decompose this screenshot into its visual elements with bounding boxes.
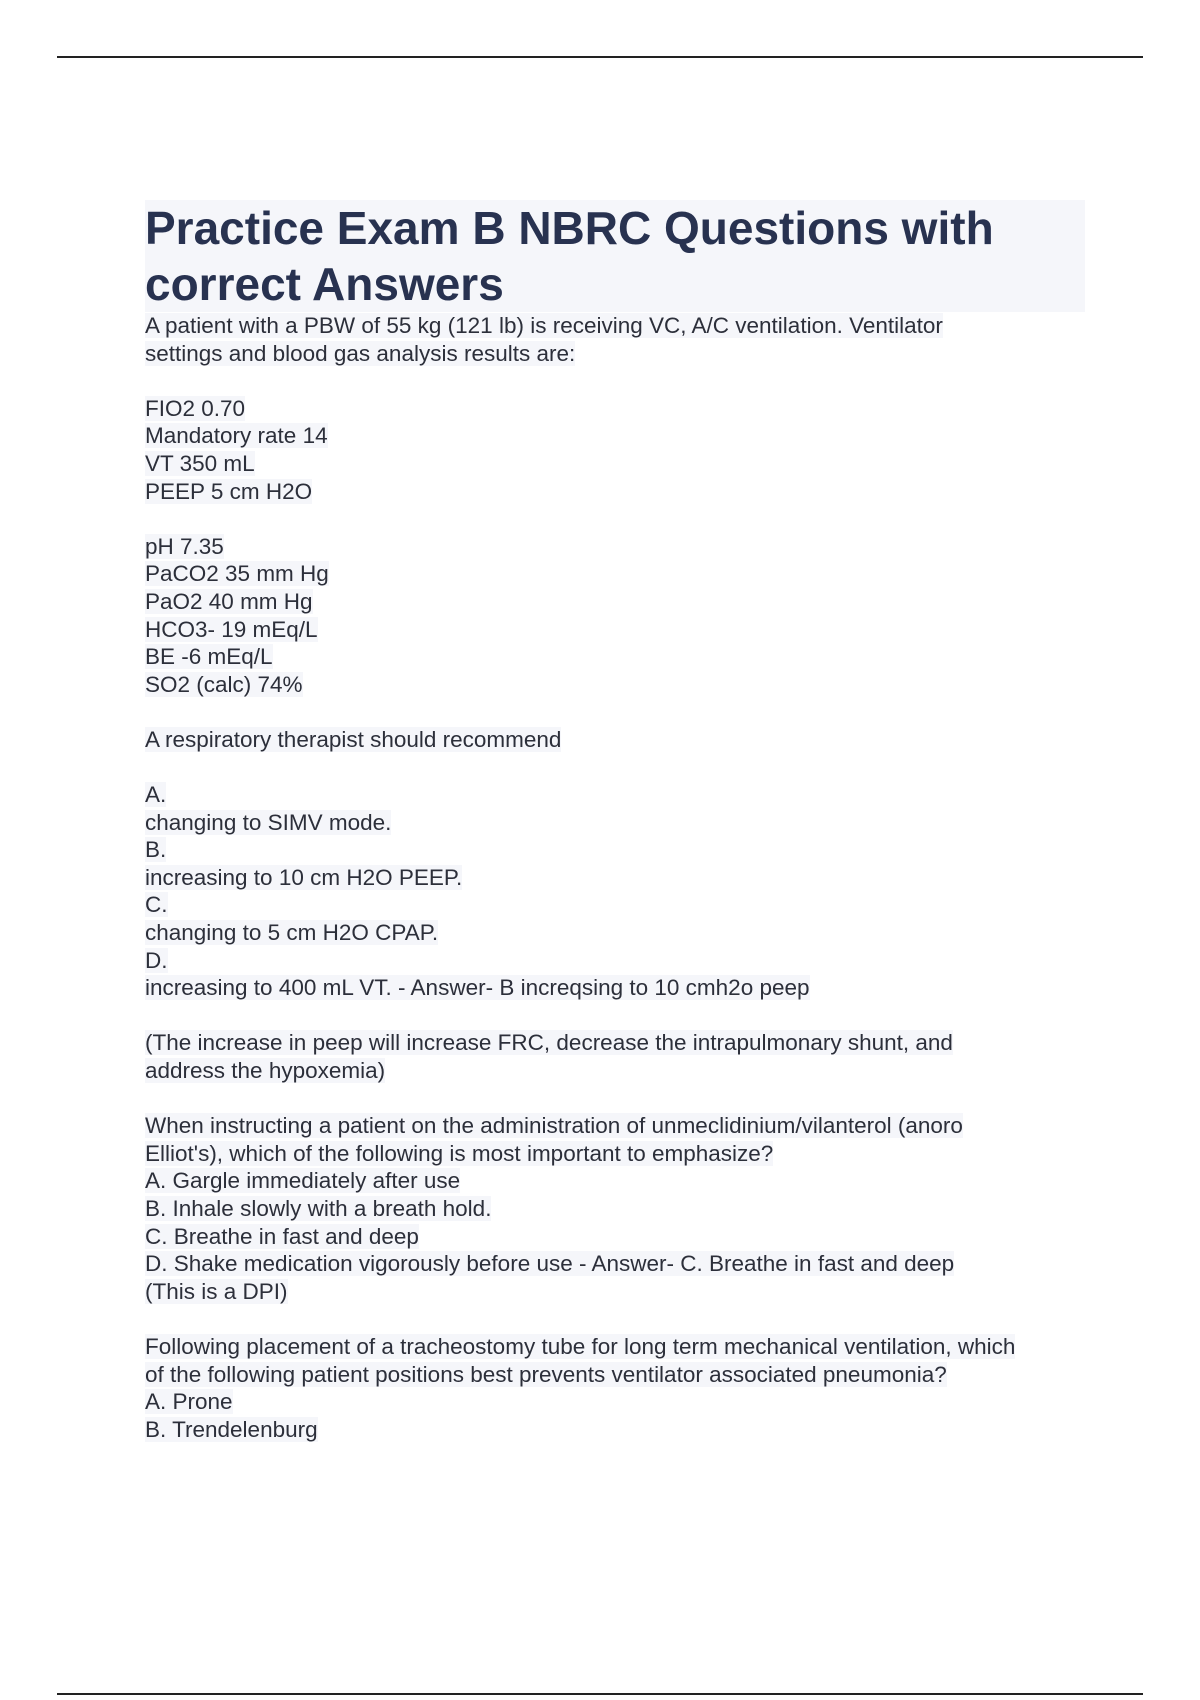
text-line: settings and blood gas analysis results are:: [145, 340, 576, 366]
header-rule: [57, 56, 1143, 58]
text-line: SO2 (calc) 74%: [145, 671, 303, 697]
option-text: B. Inhale slowly with a breath hold.: [145, 1196, 492, 1221]
document-title: [145, 200, 1085, 312]
text-line: address the hypoxemia): [145, 1058, 386, 1084]
text-line: (The increase in peep will increase FRC, decrease the intrapulmonary shunt, and: [145, 1030, 953, 1056]
option-letter: A.: [145, 782, 167, 808]
text-line: pH 7.35: [145, 533, 224, 559]
question-1-prompt: [145, 726, 1085, 754]
question-1-options: [145, 781, 1085, 1002]
option-text: A. Prone: [145, 1389, 233, 1415]
option-letter: C.: [145, 892, 168, 918]
text-line: of the following patient positions best prevents ventilator associated pneumonia?: [145, 1361, 947, 1387]
title-line: correct Answers: [145, 258, 504, 310]
text-line: HCO3- 19 mEq/L: [145, 616, 318, 642]
text-line: A respiratory therapist should recommend: [145, 726, 562, 752]
option-text: B. Trendelenburg: [145, 1416, 318, 1442]
text-line: PaO2 40 mm Hg: [145, 588, 313, 614]
text-line: Elliot's), which of the following is most important to emphasize?: [145, 1140, 774, 1166]
text-line: Following placement of a tracheostomy tube for long term mechanical ventilation, which: [145, 1333, 1016, 1359]
option-text-with-answer: D. Shake medication vigorously before use - Answer- C. Breathe in fast and deep: [145, 1251, 955, 1277]
option-letter: D.: [145, 947, 168, 973]
text-line: BE -6 mEq/L: [145, 644, 273, 670]
question-3: [145, 1333, 1085, 1443]
ventilator-settings: [145, 395, 1085, 505]
document-body: [145, 200, 1085, 1443]
option-text: changing to 5 cm H2O CPAP.: [145, 920, 439, 946]
blood-gas-results: [145, 533, 1085, 699]
question-1-rationale: [145, 1029, 1085, 1084]
option-text: A. Gargle immediately after use: [145, 1168, 461, 1194]
footer-rule: [57, 1693, 1143, 1695]
text-line: FIO2 0.70: [145, 395, 246, 421]
option-letter: B.: [145, 837, 167, 863]
option-text: increasing to 10 cm H2O PEEP.: [145, 864, 463, 890]
text-line: A patient with a PBW of 55 kg (121 lb) is receiving VC, A/C ventilation. Ventilator: [145, 313, 943, 338]
question-1-stem: [145, 312, 1085, 367]
question-2: [145, 1112, 1085, 1305]
text-line: VT 350 mL: [145, 450, 255, 476]
text-line: Mandatory rate 14: [145, 423, 328, 449]
text-line: PEEP 5 cm H2O: [145, 478, 313, 504]
option-text: changing to SIMV mode.: [145, 809, 392, 835]
text-line: PaCO2 35 mm Hg: [145, 561, 329, 587]
text-line: (This is a DPI): [145, 1278, 288, 1304]
option-text-with-answer: increasing to 400 mL VT. - Answer- B increqsing to 10 cmh2o peep: [145, 975, 810, 1001]
text-line: When instructing a patient on the administration of unmeclidinium/vilanterol (anoro: [145, 1113, 963, 1139]
option-text: C. Breathe in fast and deep: [145, 1223, 419, 1249]
title-line: Practice Exam B NBRC Questions with: [145, 202, 994, 254]
